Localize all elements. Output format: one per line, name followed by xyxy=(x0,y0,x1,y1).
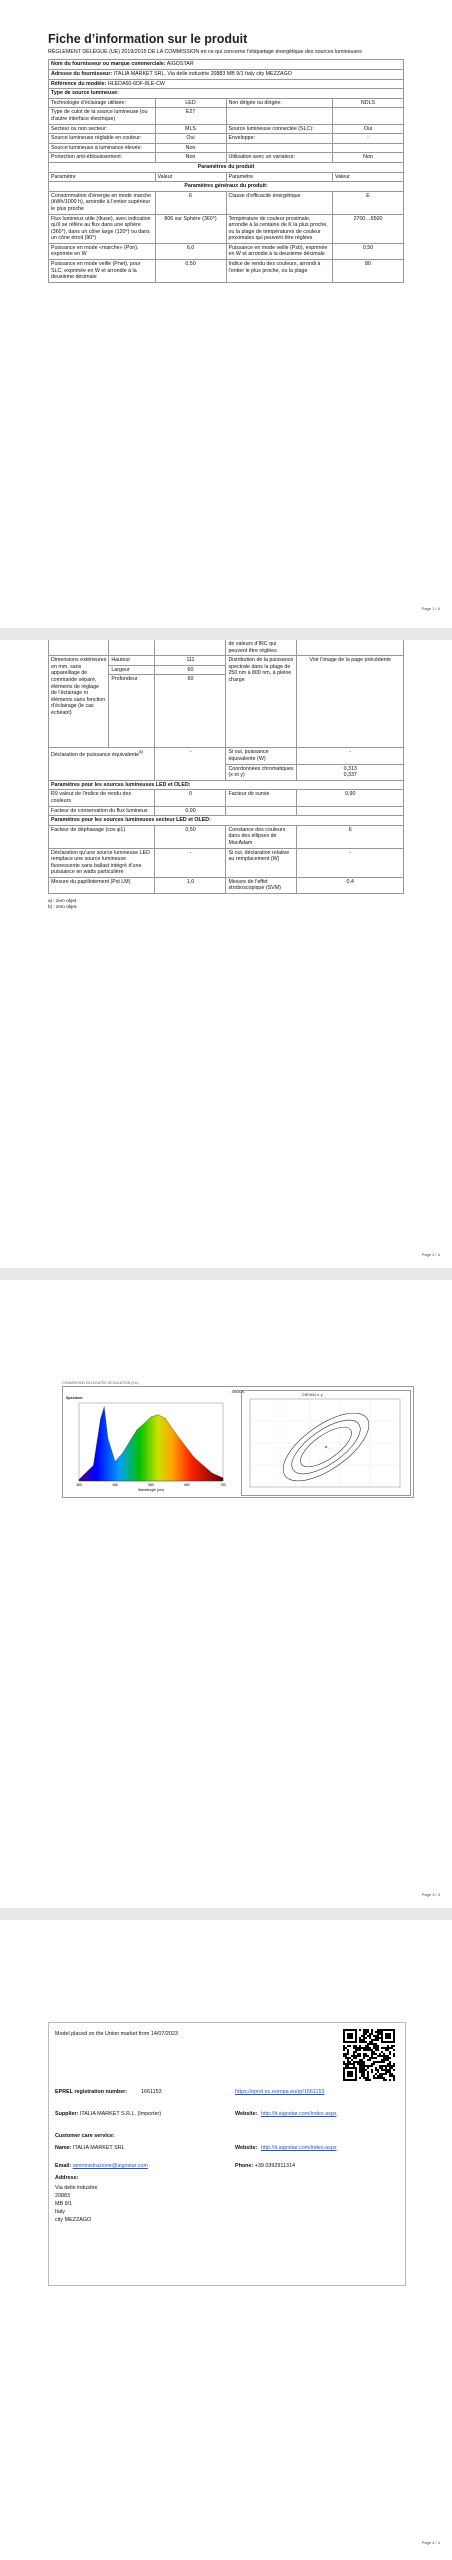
table-cell: 806 sur Sphère (360°) xyxy=(155,214,226,243)
table-cell: Constance des couleurs dans des ellipses de MacAdam xyxy=(226,825,297,848)
website-label: Website: xyxy=(235,2145,258,2151)
page-3 xyxy=(0,1280,452,1908)
table-cell: LED xyxy=(155,98,226,108)
table-cell: Température de couleur proximale, arrondie à la centaine de K la plus proche, ou la plage de températures de couleur proximales qui peuvent être réglées xyxy=(226,214,333,243)
model-value: HLEDA60-6DF-8LE-CW xyxy=(107,80,165,87)
caption-small: COMMISSION DELEGATED REGULATION (EU) xyxy=(62,1381,139,1385)
table-cell xyxy=(226,108,333,124)
placed-on-market: Model placed on the Union market from 14/07/2023 xyxy=(55,2031,178,2037)
address-label: Address: xyxy=(55,2175,79,2181)
spectrum-point xyxy=(165,1418,166,1419)
page-1 xyxy=(0,0,452,628)
eprel-card xyxy=(48,2022,406,2286)
equiv-value: - xyxy=(155,748,226,780)
dim-name: Hauteur xyxy=(109,656,155,666)
table-cell: 2700…6500 xyxy=(333,214,404,243)
dim-value: 60 xyxy=(155,665,226,675)
website-link[interactable]: http://it.aigostar.com/index.aspx xyxy=(261,2145,337,2151)
table-cell: Non xyxy=(333,153,404,163)
spectrum-point xyxy=(104,1407,105,1408)
spectrum-point xyxy=(107,1438,108,1439)
address-line: MB 9/1 xyxy=(55,2201,73,2207)
table-cell: Utilisation avec un variateur: xyxy=(226,153,333,163)
table-cell: 0 xyxy=(155,790,226,806)
name-label: Name: xyxy=(55,2145,72,2151)
spectrum-point xyxy=(79,1479,80,1480)
cie-figure xyxy=(241,1390,411,1496)
table-cell: Flux lumineux utile (Φuse), avec indication qu’il se réfère au flux dans une sphère (360°), dans un cône large (120°) ou dans un cône étroit (90°) xyxy=(49,214,156,243)
table-row xyxy=(49,790,404,806)
table-cell: Mesure du papillotement (Pst LM) xyxy=(49,877,155,893)
col-param: Paramètre xyxy=(49,172,156,182)
spectrum-point xyxy=(115,1461,116,1462)
table-row xyxy=(49,153,404,163)
table-cell: 6 xyxy=(155,191,226,214)
page-4 xyxy=(0,1920,452,2560)
address-line: 20883 xyxy=(55,2193,70,2199)
table-row xyxy=(49,877,404,893)
table-cell: Puissance en mode veille (Psb), exprimée en W et arrondie à la deuxième décimale xyxy=(226,243,333,259)
x-tick-label: 680 xyxy=(184,1483,190,1487)
table-cell: Consommation d’énergie en mode marche (kWh/1000 h), arrondie à l’entier supérieur le plus proche xyxy=(49,191,156,214)
table-cell: Secteur ou non secteur: xyxy=(49,124,156,134)
supplier-brand-label: Nom du fournisseur ou marque commerciale: xyxy=(51,61,166,68)
table-cell: E xyxy=(333,191,404,214)
oled-header: Paramètres pour les sources lumineuses LED et OLED: xyxy=(49,780,404,790)
table-row xyxy=(49,260,404,283)
table-cell: 0,50 xyxy=(155,825,226,848)
dimensions-label: Dimensions extérieures en mm, sans appareillage de commande séparé, éléments de réglage de l’éclairage ni éléments sans fonction d’éclairage (le cas échéant) xyxy=(49,656,109,748)
name-value: ITALIA MARKET SRL xyxy=(72,2145,125,2151)
page-title: Fiche d’information sur le produit xyxy=(48,32,248,46)
table-cell xyxy=(333,143,404,153)
product-info-table xyxy=(48,59,404,282)
product-info-table-cont: de valeurs d’IRC qui peuvent être réglées Dimensions extérieures en mm, sans appareillage de commande séparé, éléments de réglage de l’éclairage ni éléments sans fonction d’éclairage (le cas échéant) Hauteur 111 Distribution de la puissance spectrale dans la plage de 250 nm à 800 nm, à pleine charge Voir l’image de la page précédente Largeur 60 Profondeur 60 Déclaration de puissance équivalente$^{a)}$ - Si oui, puissance équivalente (W) - Coordonnées chromatiques (x et y) 0,313 0,337 Paramètres pour les sources lumineuses LED et OLED: R9 valeur de l’indice de rendu des couleurs 0 Facteur de survie 0,90 Facteur de conservation du flux lumineux 0,90 Paramètres pour les sources lumineuses secteur LED et OLED: Facteur de déphasage (cos φ1) 0,50 Constance des couleurs dans des ellipses de MacAdam 6 Déclaration qu’une source lumineuse LED remplace une source lumineuse fluorescente sans ballast intégré d’une puissance en watts particulière - Si oui, déclaration relative au remplacement (W) - Mesure du papillotement (Pst LM) 1,0 Mesure de l’effet stroboscopique (SVM) 0,4 xyxy=(48,640,404,894)
dim-name: Largeur xyxy=(109,665,155,675)
table-cell: Non xyxy=(155,143,226,153)
table-row xyxy=(49,806,404,816)
table-cell: Puissance en mode «marche» (Pon), exprimée en W xyxy=(49,243,156,259)
spectrum-point xyxy=(93,1465,94,1466)
page-number: Page 4 / 4 xyxy=(421,2540,440,2545)
table-cell: Puissance en mode veille (Pnet), pour SLC, exprimée en W et arrondie à la deuxième décimale xyxy=(49,260,156,283)
col-value: Valeur xyxy=(155,172,226,182)
table-cell: Oui xyxy=(333,124,404,134)
spectral-label: Distribution de la puissance spectrale dans la plage de 250 nm à 800 nm, à pleine charge xyxy=(226,656,297,748)
spectrum-point xyxy=(136,1430,137,1431)
col-value: Valeur xyxy=(333,172,404,182)
table-cell: 0,90 xyxy=(155,806,226,816)
mains-header: Paramètres pour les sources lumineuses secteur LED et OLED: xyxy=(49,816,404,826)
address-line: Via delle industrie xyxy=(55,2185,98,2191)
table-cell xyxy=(226,806,297,816)
page-number: Page 2 / 4 xyxy=(421,1252,440,1257)
dim-value: 111 xyxy=(155,656,226,666)
eprel-link[interactable]: https://eprel.ec.europa.eu/qr/1661153 xyxy=(235,2089,325,2095)
table-cell: Type de culot de la source lumineuse (ou d’autre interface électrique) xyxy=(49,108,156,124)
table-cell: 0,50 xyxy=(333,243,404,259)
table-cell: Mesure de l’effet stroboscopique (SVM) xyxy=(226,877,297,893)
equiv-power-value: - xyxy=(297,748,404,764)
chart-title: 4000K xyxy=(231,1389,245,1394)
x-tick-label: 780 xyxy=(220,1483,226,1487)
page-number: Page 1 / 4 xyxy=(421,606,440,611)
table-cell: Facteur de survie xyxy=(226,790,297,806)
table-cell: 6,0 xyxy=(155,243,226,259)
table-cell: NDLS xyxy=(333,98,404,108)
spectrum-point xyxy=(100,1418,101,1419)
chroma-y: 0,337 xyxy=(343,772,357,779)
table-cell: Source lumineuse réglable en couleur: xyxy=(49,134,156,144)
table-cell: 0,50 xyxy=(155,260,226,283)
address-line: Italy xyxy=(55,2209,65,2215)
supplier-address-label: Adresse du fournisseur: xyxy=(51,71,113,77)
col-param: Paramètre xyxy=(226,172,333,182)
table-cell xyxy=(226,143,333,153)
spectrum-point xyxy=(122,1453,123,1454)
x-tick-label: 480 xyxy=(112,1483,118,1487)
table-cell: - xyxy=(297,848,404,877)
customer-care-label: Customer care service: xyxy=(55,2133,115,2139)
spectrum-point xyxy=(176,1434,177,1435)
spectrum-label: Spectrum xyxy=(66,1396,83,1400)
x-axis-label: Wavelength (nm) xyxy=(138,1488,164,1492)
table-cell: 6 xyxy=(297,825,404,848)
email-link[interactable]: amministrazione@aigostar.com xyxy=(72,2163,148,2169)
spectrum-point xyxy=(158,1414,159,1415)
type-header: Type de source lumineuse: xyxy=(49,89,404,99)
table-cell: - xyxy=(333,134,404,144)
table-row xyxy=(49,143,404,153)
qr-code-icon[interactable] xyxy=(341,2027,397,2083)
table-cell: MLS xyxy=(155,124,226,134)
general-params-header: Paramètres généraux du produit: xyxy=(49,182,404,192)
table-cell: 0,90 xyxy=(297,790,404,806)
table-cell: Déclaration qu’une source lumineuse LED remplace une source lumineuse fluorescente sans ballast intégré d’une puissance en watts particulière xyxy=(49,848,155,877)
dim-value: 60 xyxy=(155,675,226,748)
table-cell: Classe d’efficacité énergétique xyxy=(226,191,333,214)
supplier-brand-value: AIGOSTAR xyxy=(166,61,194,68)
table-cell: 1,0 xyxy=(155,877,226,893)
cie-point xyxy=(325,1446,327,1448)
eprel-label: EPREL registration number: xyxy=(55,2089,128,2095)
table-cell: 0,4 xyxy=(297,877,404,893)
table-row xyxy=(49,191,404,214)
table-cell xyxy=(333,108,404,124)
table-row xyxy=(49,98,404,108)
chroma-label: Coordonnées chromatiques (x et y) xyxy=(226,764,297,780)
phone-value: +39 0392911314 xyxy=(254,2163,296,2169)
equiv-power-label: Si oui, puissance équivalente (W) xyxy=(226,748,297,764)
table-cell: R9 valeur de l’indice de rendu des couleurs xyxy=(49,790,155,806)
cie-chart xyxy=(242,1391,410,1495)
spectrum-chart xyxy=(65,1397,229,1495)
supplier-value: ITALIA MARKET S.R.L. (Importer) xyxy=(79,2111,162,2117)
address-line: city MEZZAGO xyxy=(55,2217,92,2223)
spectrum-point xyxy=(223,1478,224,1479)
table-cell: Source lumineuse à luminance élevée: xyxy=(49,143,156,153)
table-cell: Facteur de déphasage (cos φ1) xyxy=(49,825,155,848)
spectrum-point xyxy=(194,1457,195,1458)
table-row xyxy=(49,108,404,124)
x-tick-label: 580 xyxy=(148,1483,154,1487)
eprel-value: 1661153 xyxy=(141,2089,162,2095)
equiv-label: Déclaration de puissance équivalente xyxy=(51,752,140,759)
table-row xyxy=(49,134,404,144)
table-cell: Oui xyxy=(155,134,226,144)
email-label: Email: xyxy=(55,2163,72,2169)
table-cell xyxy=(297,806,404,816)
table-cell: Source lumineuse connectée (SLC): xyxy=(226,124,333,134)
table-row xyxy=(49,214,404,243)
product-params-header: Paramètres du produit xyxy=(49,162,404,172)
model-label: Référence du modèle: xyxy=(51,80,107,87)
x-tick-label: 380 xyxy=(76,1483,82,1487)
spectrum-figure xyxy=(62,1386,414,1498)
supplier-address-value: ITALIA MARKET SRL, Via delle industrie 20883 MB 9/1 Italy city MEZZAGO xyxy=(113,71,292,77)
table-cell: Indice de rendu des couleurs, arrondi à l’entier le plus proche, ou la plage xyxy=(226,260,333,283)
dim-name: Profondeur xyxy=(109,675,155,748)
spectral-value: Voir l’image de la page précédente xyxy=(297,656,404,748)
table-cell: Protection anti-éblouissement: xyxy=(49,153,156,163)
table-cell: 80 xyxy=(333,260,404,283)
chroma-x: 0,313 xyxy=(343,765,357,772)
page-number: Page 3 / 4 xyxy=(421,1892,440,1897)
website-label: Website: xyxy=(235,2111,258,2117)
phone-label: Phone: xyxy=(235,2163,254,2169)
table-cell: Non dirigée ou dirigée: xyxy=(226,98,333,108)
table-cell: Enveloppe: xyxy=(226,134,333,144)
spectrum-point xyxy=(151,1417,152,1418)
table-cell: E27 xyxy=(155,108,226,124)
regulation-subtitle: RÈGLEMENT DÉLÉGUÉ (UE) 2019/2015 DE LA COMMISSION en ce qui concerne l’étiquetage énergétique des sources lumineuses xyxy=(48,49,362,55)
table-row xyxy=(49,848,404,877)
table-row xyxy=(49,243,404,259)
table-cell: Si oui, déclaration relative au remplacement (W) xyxy=(226,848,297,877)
website-link[interactable]: http://it.aigostar.com/index.aspx xyxy=(261,2111,337,2117)
supplier-label: Supplier: xyxy=(55,2111,79,2117)
cie-label: CIE1931 x, y xyxy=(302,1393,323,1397)
table-cell: Technologie d’éclairage utilisée: xyxy=(49,98,156,108)
table-row xyxy=(49,825,404,848)
table-cell: Facteur de conservation du flux lumineux xyxy=(49,806,155,816)
page-2 xyxy=(0,640,452,1268)
table-cell: - xyxy=(155,848,226,877)
spectrum-point xyxy=(212,1473,213,1474)
footnote: b) : zero objet. xyxy=(48,904,78,910)
table-row xyxy=(49,124,404,134)
cie-grid xyxy=(250,1399,400,1487)
cri-continued: de valeurs d’IRC qui peuvent être réglées xyxy=(226,640,297,656)
table-cell: Non xyxy=(155,153,226,163)
footnote: a) : zero objet. xyxy=(48,898,78,904)
